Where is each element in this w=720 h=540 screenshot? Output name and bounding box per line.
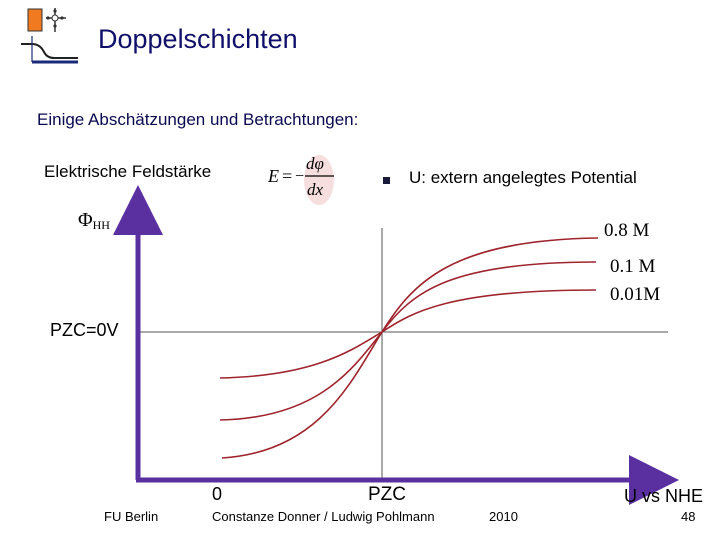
curve-label-0-1M: 0.1 M xyxy=(610,256,656,277)
footer-institution: FU Berlin xyxy=(104,509,159,524)
y-axis-subscript: HH xyxy=(92,218,110,232)
formula-lhs: E xyxy=(268,166,279,186)
formula-minus: − xyxy=(295,168,305,185)
footer-page-number: 48 xyxy=(681,509,696,524)
curve-label-0-8M: 0.8 M xyxy=(604,220,650,241)
footer-authors: Constanze Donner / Ludwig Pohlmann xyxy=(212,509,435,524)
slide-subtitle: Einige Abschätzungen und Betrachtungen: xyxy=(37,110,359,129)
x-axis-zero-label: 0 xyxy=(212,484,223,504)
formula-numerator: dφ xyxy=(306,154,324,173)
x-axis-unit-label: U vs NHE xyxy=(624,486,704,506)
slide-title: Doppelschichten xyxy=(98,24,298,54)
field-strength-label: Elektrische Feldstärke xyxy=(44,162,212,181)
footer-year: 2010 xyxy=(489,509,518,524)
y-axis-symbol: Φ xyxy=(78,209,93,231)
pzc-zero-label: PZC=0V xyxy=(50,320,119,340)
curve-0-8M xyxy=(222,238,598,458)
x-axis-pzc-label: PZC xyxy=(368,484,406,505)
formula-denominator: dx xyxy=(307,180,324,199)
curve-label-0-01M: 0.01M xyxy=(610,284,661,305)
curve-0-1M xyxy=(220,262,596,420)
potential-note: U: extern angelegtes Potential xyxy=(409,168,637,187)
formula-equals: = xyxy=(282,166,293,186)
